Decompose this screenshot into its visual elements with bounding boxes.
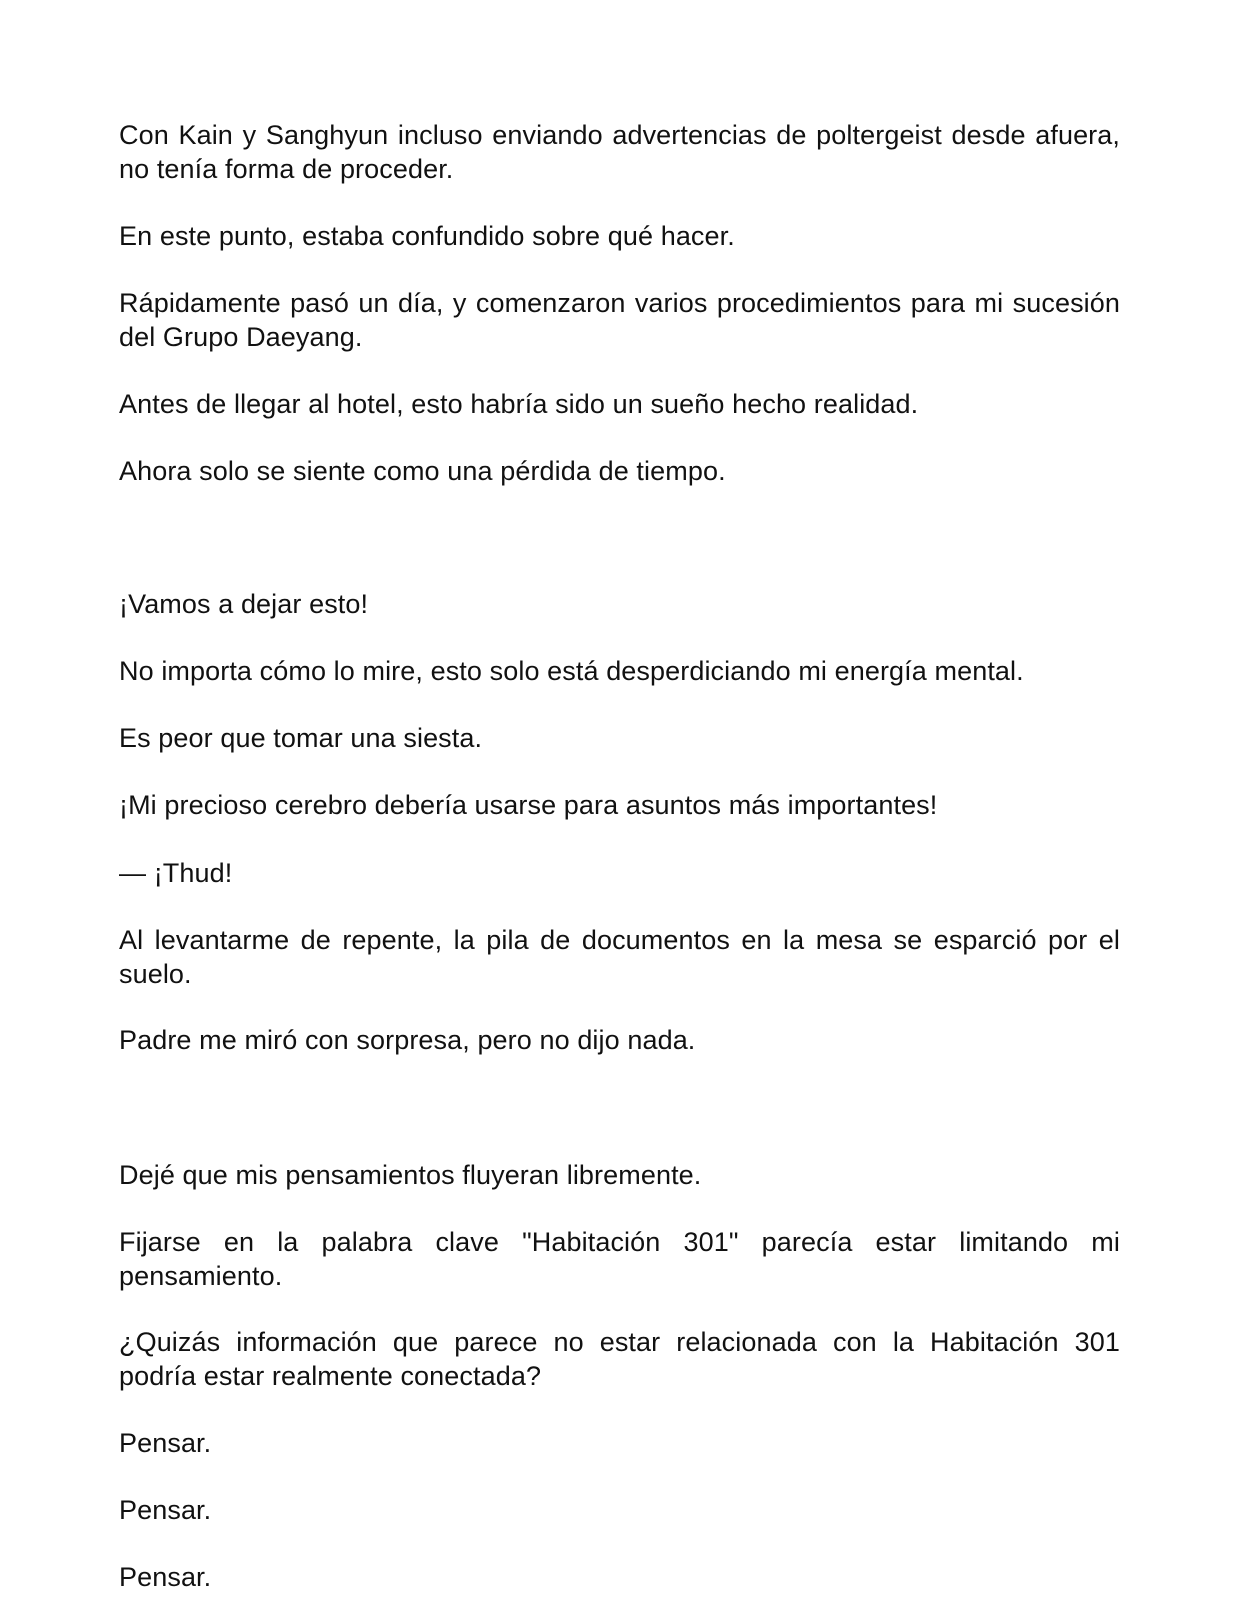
paragraph: Con Kain y Sanghyun incluso enviando advertencias de poltergeist desde afuera, no tenía forma de proceder.	[119, 120, 1120, 184]
paragraph: Rápidamente pasó un día, y comenzaron varios procedimientos para mi sucesión del Grupo Daeyang.	[119, 288, 1120, 352]
paragraph: Pensar.	[119, 1562, 212, 1592]
paragraph: Dejé que mis pensamientos fluyeran libremente.	[119, 1160, 702, 1190]
paragraph: Al levantarme de repente, la pila de documentos en la mesa se esparció por el suelo.	[119, 925, 1120, 989]
paragraph: Es peor que tomar una siesta.	[119, 723, 483, 753]
paragraph: Antes de llegar al hotel, esto habría sido un sueño hecho realidad.	[119, 389, 919, 419]
paragraph: Ahora solo se siente como una pérdida de tiempo.	[119, 456, 726, 486]
paragraph: Fijarse en la palabra clave "Habitación 301" parecía estar limitando mi pensamiento.	[119, 1227, 1120, 1291]
paragraph: No importa cómo lo mire, esto solo está desperdiciando mi energía mental.	[119, 656, 1024, 686]
paragraph: ¡Vamos a dejar esto!	[119, 589, 369, 619]
paragraph: Pensar.	[119, 1495, 212, 1525]
paragraph: En este punto, estaba confundido sobre qué hacer.	[119, 221, 735, 251]
paragraph: Pensar.	[119, 1428, 212, 1458]
paragraph: ¿Quizás información que parece no estar relacionada con la Habitación 301 podría estar realmente conectada?	[119, 1327, 1120, 1391]
paragraph: ¡Mi precioso cerebro debería usarse para asuntos más importantes!	[119, 790, 938, 820]
paragraph: Padre me miró con sorpresa, pero no dijo nada.	[119, 1025, 696, 1055]
paragraph: — ¡Thud!	[119, 858, 233, 888]
